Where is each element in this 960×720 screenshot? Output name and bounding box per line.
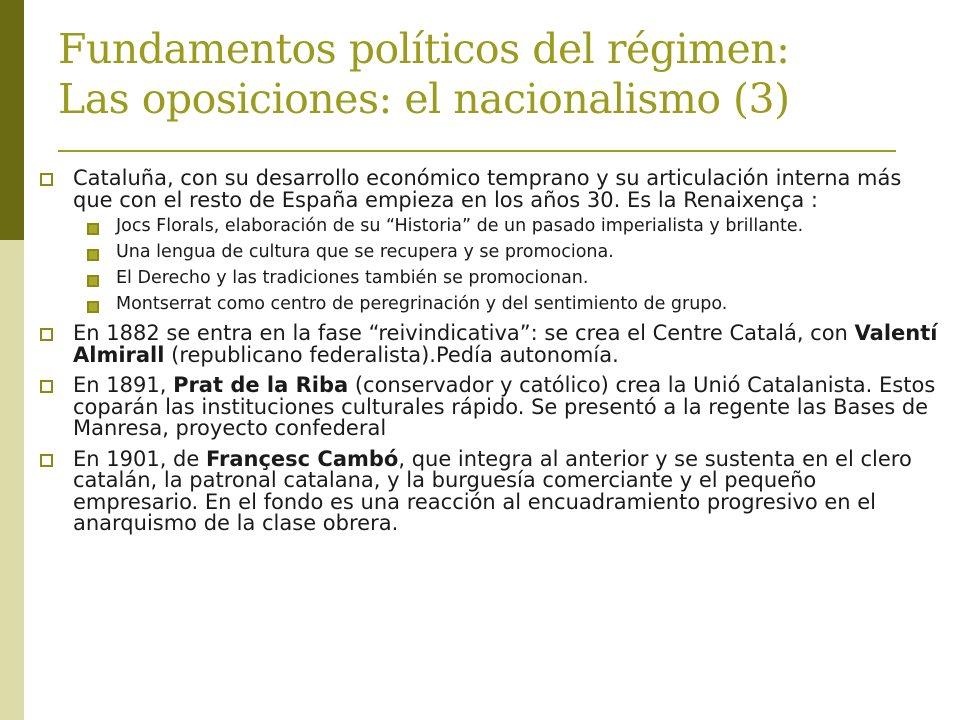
filled-square-bullet-icon — [87, 249, 99, 261]
bullet-text-pre: En 1882 se entra en la fase “reivindicativa”: se crea el Centre Catalá, con — [73, 321, 855, 345]
slide-body — [40, 168, 940, 544]
sub-bullet-lengua — [73, 243, 940, 262]
bullet-1891 — [40, 375, 940, 440]
sub-bullet-list — [73, 217, 940, 314]
sidebar-accent-light — [0, 240, 24, 720]
sub-bullet-derecho — [73, 269, 940, 288]
filled-square-bullet-icon — [87, 275, 99, 287]
bullet-text-bold: Valentí Almirall — [73, 321, 938, 367]
slide-title-line2: Las oposiciones: el nacionalismo (3) — [58, 75, 790, 123]
sub-bullet-text: El Derecho y las tradiciones también se promocionan. — [116, 268, 589, 288]
sub-bullet-text: Una lengua de cultura que se recupera y se promociona. — [116, 242, 614, 262]
square-bullet-icon — [40, 380, 53, 393]
sub-bullet-montserrat — [73, 295, 940, 314]
slide-title-line1: Fundamentos políticos del régimen: — [58, 25, 790, 73]
square-bullet-icon — [40, 454, 53, 467]
sub-bullet-text: Jocs Florals, elaboración de su “Historia” de un pasado imperialista y brillante. — [116, 216, 804, 236]
filled-square-bullet-icon — [87, 223, 99, 235]
bullet-text-bold: Françesc Cambó — [205, 446, 399, 471]
bullet-1882 — [40, 323, 940, 366]
bullet-text-post: , que integra al anterior y se sustenta en el clero catalán, la patronal catalana, y la burguesía comerciante y el pequeño empresario. En el fondo es una reacción al encuadramiento progresivo en el anarquismo de la clase obrera. — [73, 446, 912, 535]
bullet-text-bold: Prat de la Riba — [173, 373, 349, 397]
square-bullet-icon — [40, 328, 53, 341]
square-bullet-icon — [40, 173, 53, 186]
sub-bullet-text: Montserrat como centro de peregrinación y del sentimiento de grupo. — [116, 294, 728, 314]
bullet-text-pre: En 1901, de — [73, 446, 206, 471]
bullet-text-post: (conservador y católico) crea la Unió Catalanista. Estos coparán las instituciones culturales rápido. Se presentó a la regente las Bases de Manresa, proyecto confederal — [73, 373, 936, 440]
bullet-text-post: (republicano federalista).Pedía autonomía. — [164, 342, 619, 367]
bullet-renaixenca — [40, 168, 940, 314]
sub-bullet-jocs-florals — [73, 217, 940, 236]
title-divider — [58, 150, 896, 152]
filled-square-bullet-icon — [87, 301, 99, 313]
slide-title — [58, 24, 918, 124]
bullet-text-pre: En 1891, — [73, 373, 174, 397]
sidebar-accent-dark — [0, 0, 24, 240]
bullet-1901 — [40, 446, 940, 535]
bullet-text: Cataluña, con su desarrollo económico temprano y su articulación interna más que con el resto de España empieza en los años 30. Es la Renaixença : — [73, 166, 902, 212]
